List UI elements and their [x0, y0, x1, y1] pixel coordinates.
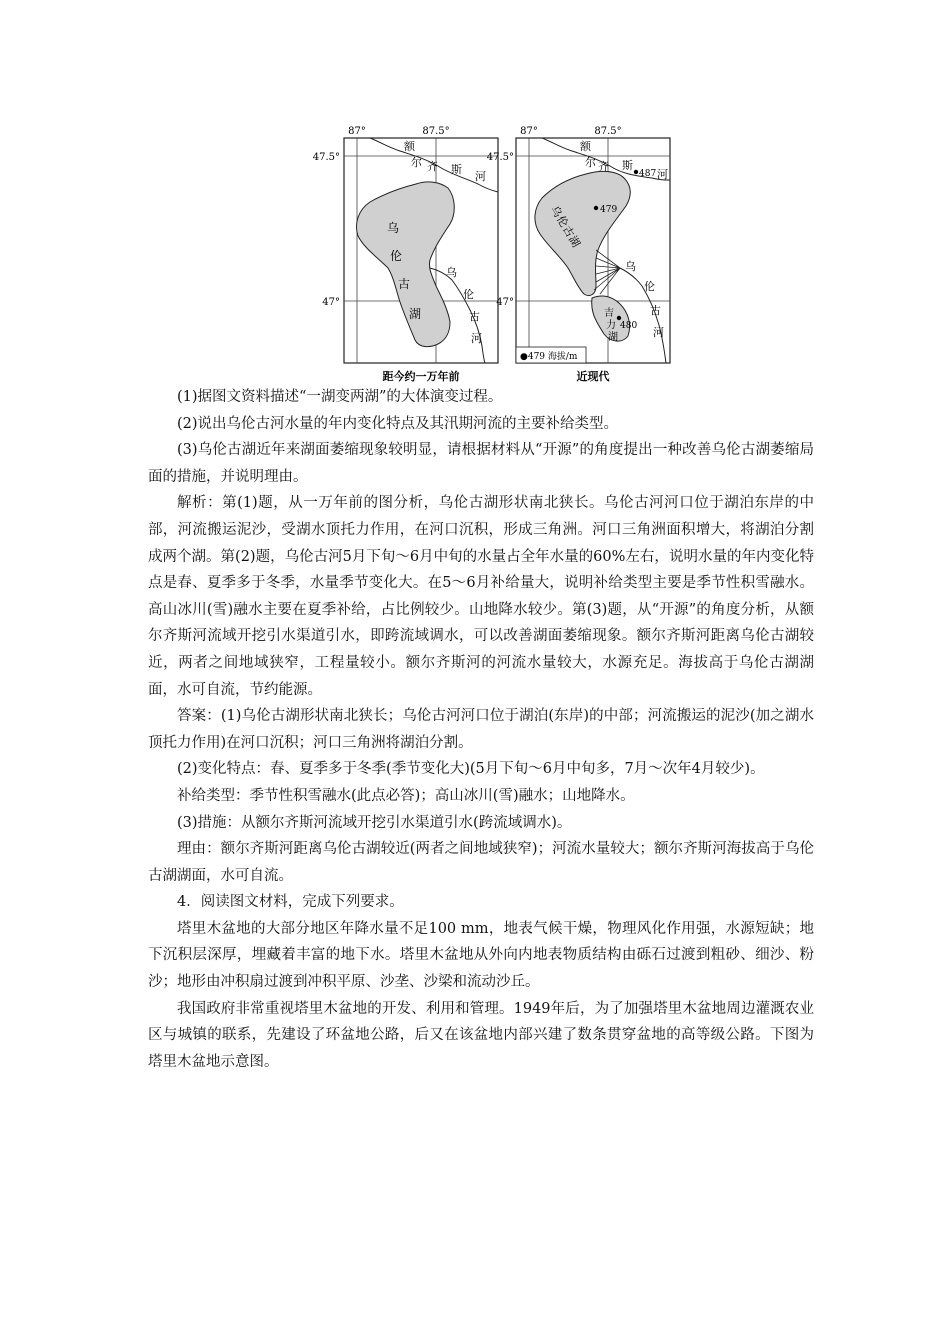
right-small-lake-char-2: 力: [606, 320, 616, 331]
tarim-material-2: 我国政府非常重视塔里木盆地的开发、利用和管理。1949年后，为了加强塔里木盆地周边灌溉农业区与城镇的联系，先建设了环盆地公路，后又在该盆地内部兴建了数条贯穿盆地的高等级公路。下图为塔里木盆地示意图。: [148, 1000, 814, 1070]
right-elev-dot-480: [617, 316, 621, 320]
tarim-material-1: 塔里木盆地的大部分地区年降水量不足100 mm，地表气候干燥，物理风化作用强，水源短缺；地下沉积层深厚，埋藏着丰富的地下水。塔里木盆地从外向内地表物质结构由砾石过渡到粗砂、细沙、粉沙；地形由冲积扇过渡到冲积平原、沙垄、沙梁和流动沙丘。: [148, 920, 814, 991]
left-map: [313, 126, 498, 383]
right-river-east-char-2: 伦: [644, 280, 655, 293]
right-river-top-char-2: 尔: [585, 156, 596, 169]
right-map: [487, 126, 670, 383]
lake-maps-svg: [300, 118, 690, 386]
answer-3-reason: 理由：额尔齐斯河距离乌伦古湖较近(两者之间地域狭窄)；河流水量较大；额尔齐斯河海拔高于乌伦古湖湖面，水可自流。: [148, 841, 814, 884]
left-river-east-char-2: 伦: [463, 288, 474, 301]
right-river-east-char-4: 河: [653, 326, 664, 339]
right-elev-479: 479: [600, 205, 618, 215]
right-elev-487: 487: [639, 169, 657, 179]
left-lon-label-87-5: 87.5°: [422, 126, 450, 137]
right-lon-label-87: 87°: [520, 126, 538, 137]
left-river-top-char-3: 齐: [427, 160, 438, 173]
right-lon-label-87-5: 87.5°: [594, 126, 622, 137]
right-small-lake-char-3: 湖: [608, 332, 618, 343]
left-lon-label-87: 87°: [348, 126, 366, 137]
right-river-top-char-4: 斯: [622, 159, 633, 172]
left-river-top-char-4: 斯: [451, 163, 462, 176]
right-elev-dot-479: [594, 206, 598, 210]
left-river-top-char-2: 尔: [411, 156, 422, 169]
right-river-east-char-3: 古: [650, 304, 661, 317]
question-text-block: [148, 384, 814, 1075]
right-elev-480: 480: [620, 321, 638, 331]
question-3: (3)乌伦古湖近年来湖面萎缩现象较明显，请根据材料从“开源”的角度提出一种改善乌伦古湖萎缩局面的措施，并说明理由。: [148, 442, 814, 485]
right-lake-char-3: 古: [559, 223, 577, 240]
left-lat-label-47-5: 47.5°: [312, 152, 340, 163]
left-lake-char-4: 湖: [409, 307, 422, 321]
right-river-top-char-1: 额: [580, 140, 591, 153]
answer-2-supply-types: 补给类型：季节性积雪融水(此点必答)；高山冰川(雪)融水；山地降水。: [177, 787, 635, 804]
left-river-east-char-4: 河: [471, 332, 482, 345]
question-2: (2)说出乌伦古河水量的年内变化特点及其汛期河流的主要补给类型。: [177, 415, 619, 432]
analysis-paragraph: 解析：第(1)题，从一万年前的图分析，乌伦古湖形状南北狭长。乌伦古河河口位于湖泊东岸的中部，河流搬运泥沙，受湖水顶托力作用，在河口沉积，形成三角洲。河口三角洲面积增大，将湖泊分割成两个湖。第(2)题，乌伦古河5月下旬～6月中旬的水量占全年水量的60%左右，说明水量的年内变化特点是春、夏季多于冬季，水量季节变化大。在5～6月补给量大，说明补给类型主要是季节性积雪融水。高山冰川(雪)融水主要在夏季补给，占比例较少。山地降水较少。第(3)题，从“开源”的角度分析，从额尔齐斯河流域开挖引水渠道引水，即跨流域调水，可以改善湖面萎缩现象。额尔齐斯河距离乌伦古湖较近，两者之间地域狭窄，工程量较小。额尔齐斯河的河流水量较大，水源充足。海拔高于乌伦古湖湖面，水可自流，节约能源。: [148, 495, 814, 698]
left-ancient-lake: [357, 182, 455, 347]
left-lake-char-1: 乌: [387, 221, 400, 235]
answer-3-measure: (3)措施：从额尔齐斯河流域开挖引水渠道引水(跨流域调水)。: [177, 814, 572, 831]
left-river-top-char-5: 河: [475, 170, 486, 183]
right-main-lake: [535, 171, 630, 295]
left-river-east-char-1: 乌: [446, 266, 457, 279]
left-lat-label-47: 47°: [322, 297, 340, 308]
lake-evolution-figure: [300, 118, 690, 386]
right-lake-char-4: 湖: [565, 233, 583, 250]
right-river-top-char-5: 河: [657, 168, 668, 181]
right-delta: [594, 250, 620, 294]
left-map-caption: 距今约一万年前: [382, 370, 460, 383]
right-small-lake-char-1: 吉: [604, 308, 614, 319]
answer-1: 答案：(1)乌伦古湖形状南北狭长；乌伦古河河口位于湖泊(东岸)的中部；河流搬运的泥沙(加之湖水顶托力作用)在河口沉积；河口三角洲将湖泊分割。: [148, 708, 814, 751]
right-legend-text: ●479 海拔/m: [520, 352, 578, 362]
left-lake-char-2: 伦: [390, 249, 403, 263]
right-lake-char-1: 乌: [547, 203, 565, 220]
question-4-heading: 4．阅读图文材料，完成下列要求。: [177, 894, 404, 911]
right-river-top-char-3: 齐: [598, 160, 609, 173]
right-lat-label-47: 47°: [496, 297, 514, 308]
right-map-caption: 近现代: [576, 370, 610, 383]
left-lake-char-3: 古: [398, 277, 411, 291]
right-lat-label-47-5: 47.5°: [486, 152, 514, 163]
right-elev-dot-487: [634, 170, 638, 174]
question-1: (1)据图文资料描述“一湖变两湖”的大体演变过程。: [177, 389, 503, 405]
answer-2: (2)变化特点：春、夏季多于冬季(季节变化大)(5月下旬～6月中旬多，7月～次年4月较少)。: [177, 761, 765, 778]
left-river-east-char-3: 古: [469, 310, 480, 323]
right-lake-char-2: 伦: [553, 213, 571, 230]
right-river-east-char-1: 乌: [625, 260, 636, 273]
left-river-top-char-1: 额: [404, 140, 415, 153]
